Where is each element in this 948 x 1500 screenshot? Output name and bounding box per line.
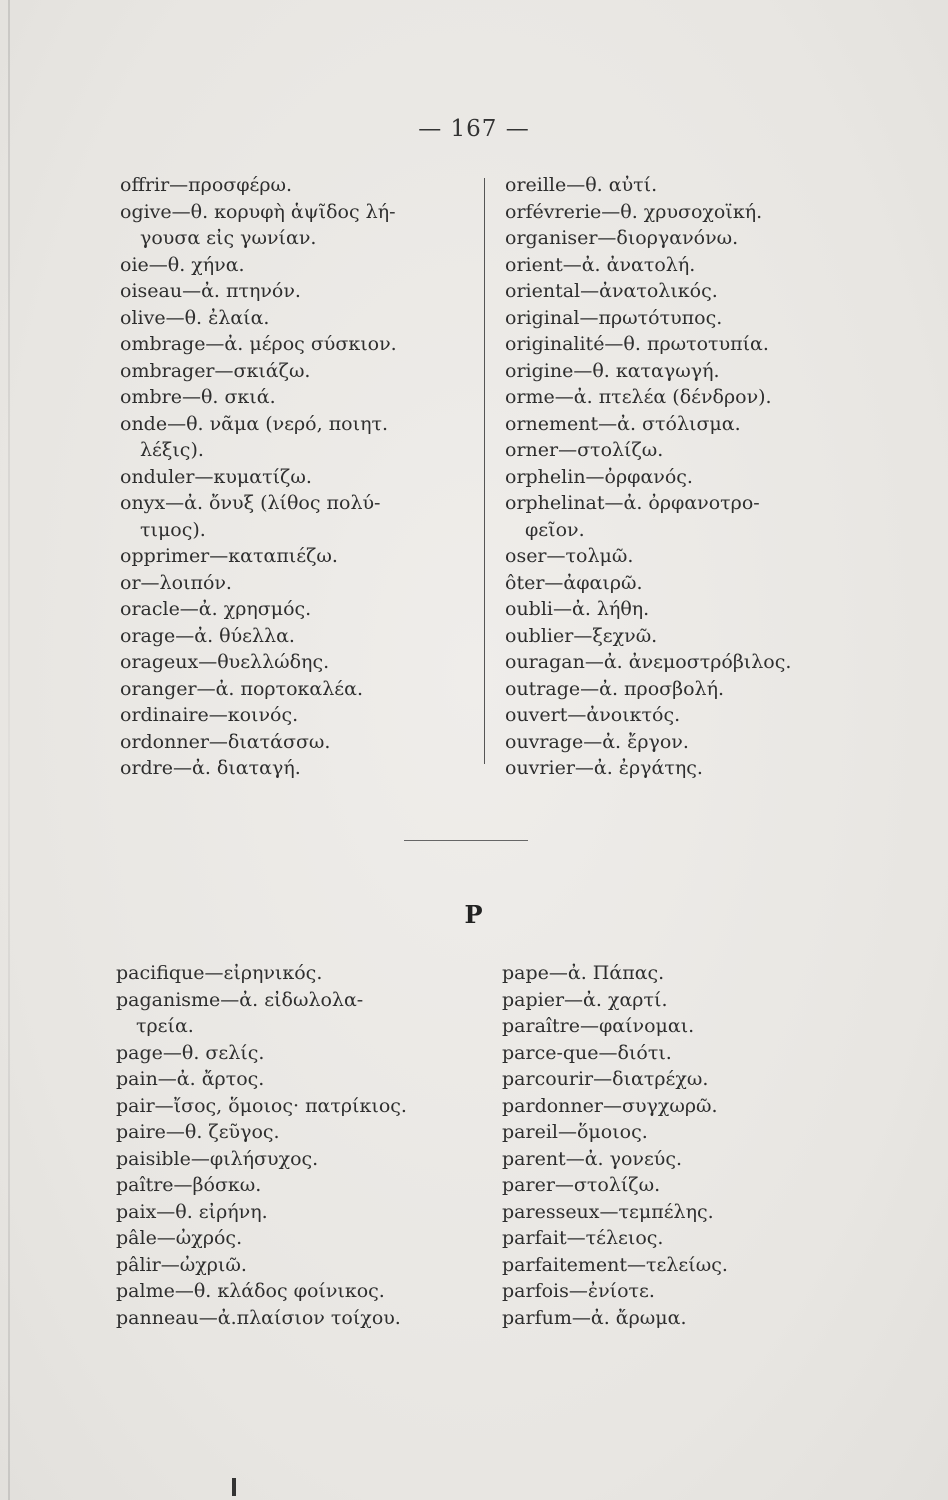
dictionary-entry: origine—θ. καταγωγή. <box>505 359 720 382</box>
dictionary-entry: paresseux—τεμπέλης. <box>502 1200 714 1223</box>
dictionary-entry: parfait—τέλειος. <box>502 1227 664 1249</box>
dictionary-entry-continuation: γουσα εἰς γωνίαν. <box>140 227 317 249</box>
dictionary-entry: pacifique—εἰρηνικός. <box>116 962 323 984</box>
dictionary-entry: onde—θ. νᾶμα (νερό, ποιητ. <box>120 412 389 435</box>
dictionary-entry: oranger—ἀ. πορτοκαλέα. <box>120 677 363 700</box>
page-fold-line <box>8 0 10 1500</box>
dictionary-entry: paix—θ. εἰρήνη. <box>116 1200 268 1223</box>
dictionary-entry: ombre—θ. σκιά. <box>120 386 276 408</box>
dictionary-entry: outrage—ἀ. προσβολή. <box>505 677 724 700</box>
dictionary-entry: offrir—προσφέρω. <box>120 174 293 196</box>
dictionary-entry-continuation: λέξις). <box>140 439 204 461</box>
dictionary-entry: opprimer—καταπιέζω. <box>120 545 338 567</box>
dictionary-entry: pâle—ὠχρός. <box>116 1227 243 1249</box>
print-speck <box>232 1478 236 1496</box>
dictionary-entry: oreille—θ. αὐτί. <box>505 174 658 196</box>
dictionary-entry: paisible—φιλήσυχος. <box>116 1147 319 1170</box>
dictionary-entry: onyx—ἀ. ὄνυξ (λίθος πολύ- <box>120 492 381 514</box>
dictionary-entry-continuation: τρεία. <box>136 1015 194 1037</box>
dictionary-entry: palme—θ. κλάδος φοίνικος. <box>116 1280 385 1302</box>
dictionary-entry: parfaitement—τελείως. <box>502 1253 728 1276</box>
section-o-right-column <box>505 172 845 782</box>
dictionary-entry: panneau—ἀ.πλαίσιον τοίχου. <box>116 1306 401 1329</box>
section-p-left-column <box>116 960 476 1331</box>
dictionary-entry: onduler—κυματίζω. <box>120 465 312 488</box>
dictionary-entry: ordre—ἀ. διαταγή. <box>120 757 301 779</box>
dictionary-entry: oubli—ἀ. λήθη. <box>505 598 650 620</box>
dictionary-entry: ordonner—διατάσσω. <box>120 730 331 753</box>
dictionary-entry: ouvrier—ἀ. ἐργάτης. <box>505 757 703 779</box>
dictionary-entry: paganisme—ἀ. εἰδωλολα- <box>116 988 364 1011</box>
dictionary-entry: or—λοιπόν. <box>120 571 232 594</box>
dictionary-entry: ouragan—ἀ. ἀνεμοστρόβιλος. <box>505 651 792 673</box>
dictionary-entry: papier—ἀ. χαρτί. <box>502 988 668 1011</box>
dictionary-entry: orient—ἀ. ἀνατολή. <box>505 253 696 276</box>
dictionary-entry: orphelin—ὀρφανός. <box>505 465 693 488</box>
section-o-left-column <box>120 172 470 782</box>
dictionary-entry: parcourir—διατρέχω. <box>502 1068 709 1090</box>
dictionary-entry: pâlir—ὠχριῶ. <box>116 1253 247 1276</box>
dictionary-entry: oie—θ. χήνα. <box>120 253 245 276</box>
dictionary-entry: ombrage—ἀ. μέρος σύσκιον. <box>120 333 397 355</box>
dictionary-entry: parce-que—διότι. <box>502 1041 672 1064</box>
dictionary-entry: oser—τολμῶ. <box>505 545 634 567</box>
dictionary-entry: ogive—θ. κορυφὴ ἁψῖδος λή- <box>120 200 396 223</box>
dictionary-entry: page—θ. σελίς. <box>116 1041 265 1064</box>
dictionary-entry: oiseau—ἀ. πτηνόν. <box>120 280 301 302</box>
dictionary-entry: orner—στολίζω. <box>505 439 664 461</box>
dictionary-entry: parfois—ἐνίοτε. <box>502 1280 655 1302</box>
dictionary-entry: paître—βόσκω. <box>116 1174 262 1196</box>
dictionary-entry: ombrager—σκιάζω. <box>120 359 311 382</box>
dictionary-entry: ôter—ἀφαιρῶ. <box>505 571 643 594</box>
dictionary-entry: parer—στολίζω. <box>502 1174 661 1196</box>
dictionary-entry: organiser—διοργανόνω. <box>505 227 739 249</box>
dictionary-entry: parent—ἀ. γονεύς. <box>502 1147 683 1170</box>
dictionary-entry: ouvrage—ἀ. ἔργον. <box>505 730 689 753</box>
dictionary-entry: parfum—ἀ. ἄρωμα. <box>502 1306 687 1329</box>
dictionary-entry: pareil—ὅμοιος. <box>502 1121 648 1143</box>
dictionary-entry: originalité—θ. πρωτοτυπία. <box>505 333 769 355</box>
dictionary-entry: paraître—φαίνομαι. <box>502 1015 695 1037</box>
dictionary-entry: orme—ἀ. πτελέα (δένδρον). <box>505 386 772 408</box>
section-p-right-column <box>502 960 842 1331</box>
dictionary-entry: paire—θ. ζεῦγος. <box>116 1121 280 1143</box>
dictionary-entry: orage—ἀ. θύελλα. <box>120 624 295 647</box>
dictionary-entry: oublier—ξεχνῶ. <box>505 624 658 647</box>
section-letter-heading: P <box>464 900 484 929</box>
dictionary-entry: orphelinat—ἀ. ὀρφανοτρο- <box>505 492 760 514</box>
dictionary-entry-continuation: φεῖον. <box>525 518 585 541</box>
page-number: — 167 — <box>418 116 530 142</box>
dictionary-entry: orfévrerie—θ. χρυσοχοϊκή. <box>505 200 763 223</box>
dictionary-entry: pair—ἴσος, ὅμοιος· πατρίκιος. <box>116 1094 407 1117</box>
dictionary-entry: olive—θ. ἐλαία. <box>120 306 270 329</box>
dictionary-entry: oracle—ἀ. χρησμός. <box>120 598 312 620</box>
dictionary-entry: ouvert—ἀνοικτός. <box>505 704 681 726</box>
dictionary-entry: original—πρωτότυπος. <box>505 306 723 329</box>
dictionary-entry: oriental—ἀνατολικός. <box>505 280 718 302</box>
dictionary-entry: ornement—ἀ. στόλισμα. <box>505 412 741 435</box>
dictionary-entry: pardonner—συγχωρῶ. <box>502 1094 718 1117</box>
section-separator-rule <box>404 840 528 841</box>
dictionary-entry: pape—ἀ. Πάπας. <box>502 962 665 984</box>
column-divider <box>484 178 485 764</box>
dictionary-entry-continuation: τιμος). <box>140 518 206 541</box>
dictionary-entry: ordinaire—κοινός. <box>120 704 299 726</box>
dictionary-entry: orageux—θυελλώδης. <box>120 651 330 673</box>
dictionary-entry: pain—ἀ. ἄρτος. <box>116 1068 265 1090</box>
